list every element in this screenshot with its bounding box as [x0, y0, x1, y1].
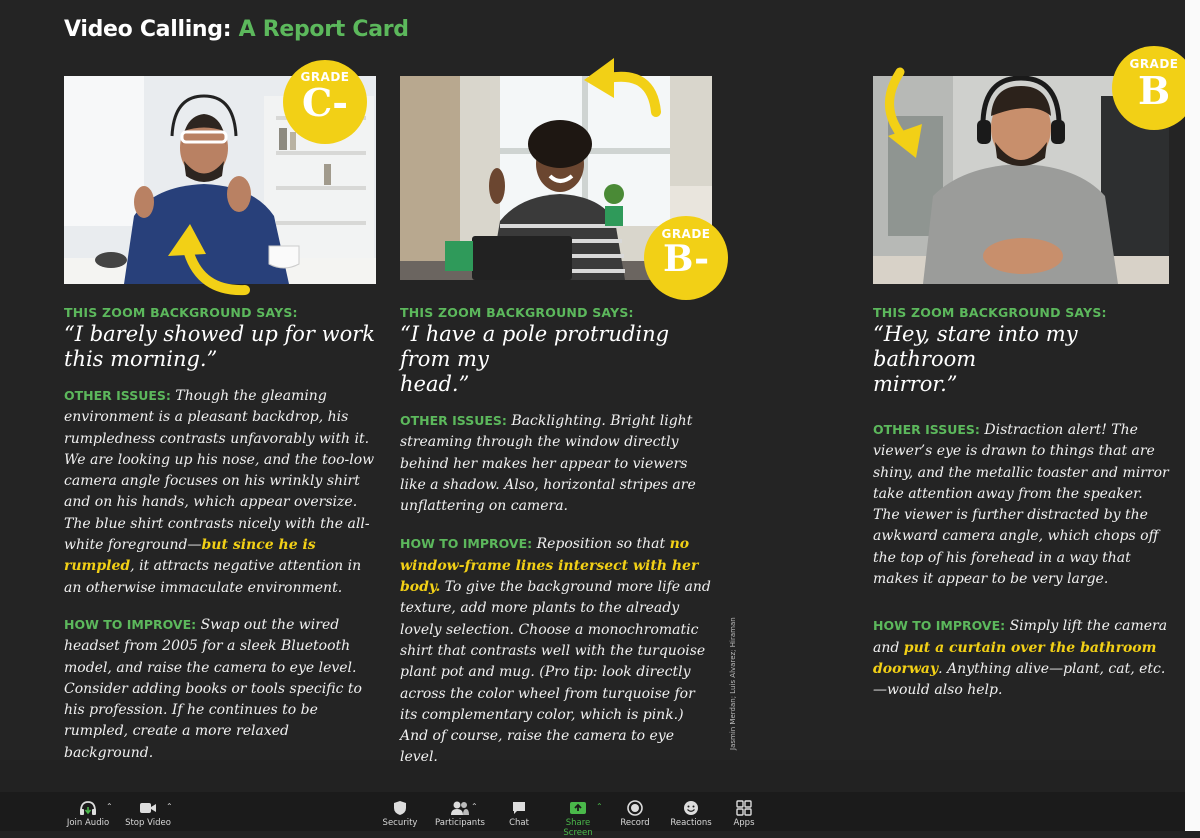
quote-line-2: this morning.”	[64, 347, 218, 371]
apps-button[interactable]	[726, 792, 762, 831]
says-label: THIS ZOOM BACKGROUND SAYS:	[400, 305, 634, 320]
other-issues	[400, 410, 716, 517]
grade-badge-1	[283, 60, 367, 144]
audio-options-caret-icon[interactable]: ⌃	[106, 802, 113, 811]
other-issues	[873, 419, 1169, 590]
quote	[64, 322, 380, 372]
grade-label: GRADE	[300, 70, 350, 84]
meeting-toolbar	[0, 792, 1185, 838]
participants-caret-icon[interactable]: ⌃	[471, 802, 478, 811]
grade-value: C-	[301, 80, 348, 125]
record-button[interactable]	[614, 792, 656, 831]
stop-video-button[interactable]	[124, 792, 172, 831]
curved-arrow-icon	[578, 52, 668, 122]
stop-video-label: Stop Video	[125, 818, 171, 828]
how-to-improve-text: Simply lift the camera and	[873, 618, 1168, 656]
quote-line-2: mirror.”	[873, 372, 958, 396]
emoji-smile-icon	[683, 800, 699, 816]
grade-badge-2	[644, 216, 728, 300]
share-screen-icon	[569, 800, 587, 816]
how-to-improve-label: HOW TO IMPROVE:	[64, 616, 197, 632]
share-options-caret-icon[interactable]: ⌃	[596, 802, 603, 811]
quote-line-1: “I barely showed up for work	[64, 322, 376, 346]
card-1-text	[64, 305, 380, 764]
how-to-improve-highlight: no window-frame lines intersect with her body.	[400, 536, 699, 596]
quote	[400, 322, 716, 397]
headphones-icon	[79, 800, 97, 816]
how-to-improve-highlight: put a curtain over the bathroom doorway	[873, 639, 1157, 677]
card-3-text	[873, 305, 1169, 702]
chat-bubble-icon	[511, 800, 527, 816]
video-camera-icon	[139, 800, 157, 816]
quote-line-1: “Hey, stare into my bathroom	[873, 322, 1078, 371]
grade-value: B	[1137, 68, 1171, 113]
security-label: Security	[382, 818, 418, 828]
security-button[interactable]	[378, 792, 422, 831]
video-options-caret-icon[interactable]: ⌃	[166, 802, 173, 811]
share-screen-label: Share Screen	[563, 818, 593, 838]
apps-label: Apps	[733, 818, 755, 828]
how-to-improve-label: HOW TO IMPROVE:	[873, 618, 1006, 634]
how-to-improve	[64, 614, 380, 764]
window-edge	[1185, 0, 1200, 831]
other-issues-highlight: but since he is rumpled	[64, 537, 316, 575]
title-accent: A Report Card	[238, 17, 409, 42]
quote-line-1: “I have a pole protruding from my	[400, 322, 670, 371]
how-to-improve-label: HOW TO IMPROVE:	[400, 536, 533, 552]
quote-line-2: head.”	[400, 372, 470, 396]
participants-button[interactable]	[434, 792, 486, 831]
how-to-improve	[400, 533, 716, 768]
curved-arrow-icon	[160, 220, 250, 300]
says-label: THIS ZOOM BACKGROUND SAYS:	[64, 305, 298, 320]
chat-button[interactable]	[500, 792, 538, 831]
other-issues-label: OTHER ISSUES:	[64, 388, 171, 403]
other-issues-text-end: , it attracts negative attention in an otherwise immaculate environment.	[64, 558, 362, 596]
card-2-text	[400, 305, 716, 769]
grade-badge-3	[1112, 46, 1196, 130]
other-issues-label: OTHER ISSUES:	[400, 413, 507, 428]
grade-label: GRADE	[1129, 57, 1179, 71]
other-issues-text: Backlighting. Bright light streaming through the window directly behind her makes her appear to viewers like a shadow. Also, horizontal stripes are unflattering on camera.	[400, 413, 696, 515]
share-screen-button[interactable]	[550, 792, 606, 838]
grade-label: GRADE	[661, 227, 711, 241]
record-label: Record	[620, 818, 650, 828]
curved-arrow-icon	[872, 66, 932, 161]
grade-value: B-	[662, 238, 710, 280]
how-to-improve-text: Reposition so that	[532, 536, 670, 553]
how-to-improve	[873, 615, 1169, 701]
other-issues-text: Distraction alert! The viewer’s eye is drawn to things that are shiny, and the metallic toaster and mirror take attention away from the speaker. The viewer is further distracted by the awkward camera angle, which chops off the top of his forehead in a way that makes it appear to be very large.	[873, 422, 1169, 588]
shield-icon	[392, 800, 408, 816]
join-audio-label: Join Audio	[66, 818, 110, 828]
join-audio-button[interactable]	[64, 792, 112, 831]
other-issues-label: OTHER ISSUES:	[873, 422, 980, 437]
photo-credit	[717, 617, 737, 750]
participants-label: Participants	[435, 818, 485, 828]
other-issues-text: Though the gleaming environment is a pleasant backdrop, his rumpledness contrasts unfavorably with it. We are looking up his nose, and the too-low camera angle focuses on his wrinkly shirt and on his hands, which appear oversize. The blue shirt contrasts nicely with the all-white foreground—	[64, 388, 375, 554]
reactions-label: Reactions	[670, 818, 712, 828]
quote	[873, 322, 1169, 397]
apps-grid-icon	[736, 800, 752, 816]
how-to-improve-text-end: . Anything alive—plant, cat, etc.—would also help.	[873, 660, 1166, 699]
how-to-improve-text: Swap out the wired headset from 2005 for a sleek Bluetooth model, and raise the camera to eye level. Consider adding books or tools specific to his profession. If he continues to be rumpled, create a more relaxed background.	[64, 616, 362, 761]
how-to-improve-text-end: To give the background more life and texture, add more plants to the already lovely selection. Choose a monochromatic shirt that contrasts well with the turquoise plant pot and mug. (Pro tip: look directly across the color wheel from turquoise for its complementary color, which is pink.) And of course, raise the camera to eye level.	[400, 579, 711, 766]
participants-icon	[450, 800, 470, 816]
says-label: THIS ZOOM BACKGROUND SAYS:	[873, 305, 1107, 320]
other-issues	[64, 385, 380, 599]
record-icon	[627, 800, 643, 816]
title-prefix: Video Calling:	[64, 17, 232, 42]
photo-credit-text: Jasmin Merdan; Luis Alvarez; Hiraman	[729, 617, 737, 750]
reactions-button[interactable]	[668, 792, 714, 831]
chat-label: Chat	[509, 818, 529, 828]
page-title	[64, 17, 409, 42]
